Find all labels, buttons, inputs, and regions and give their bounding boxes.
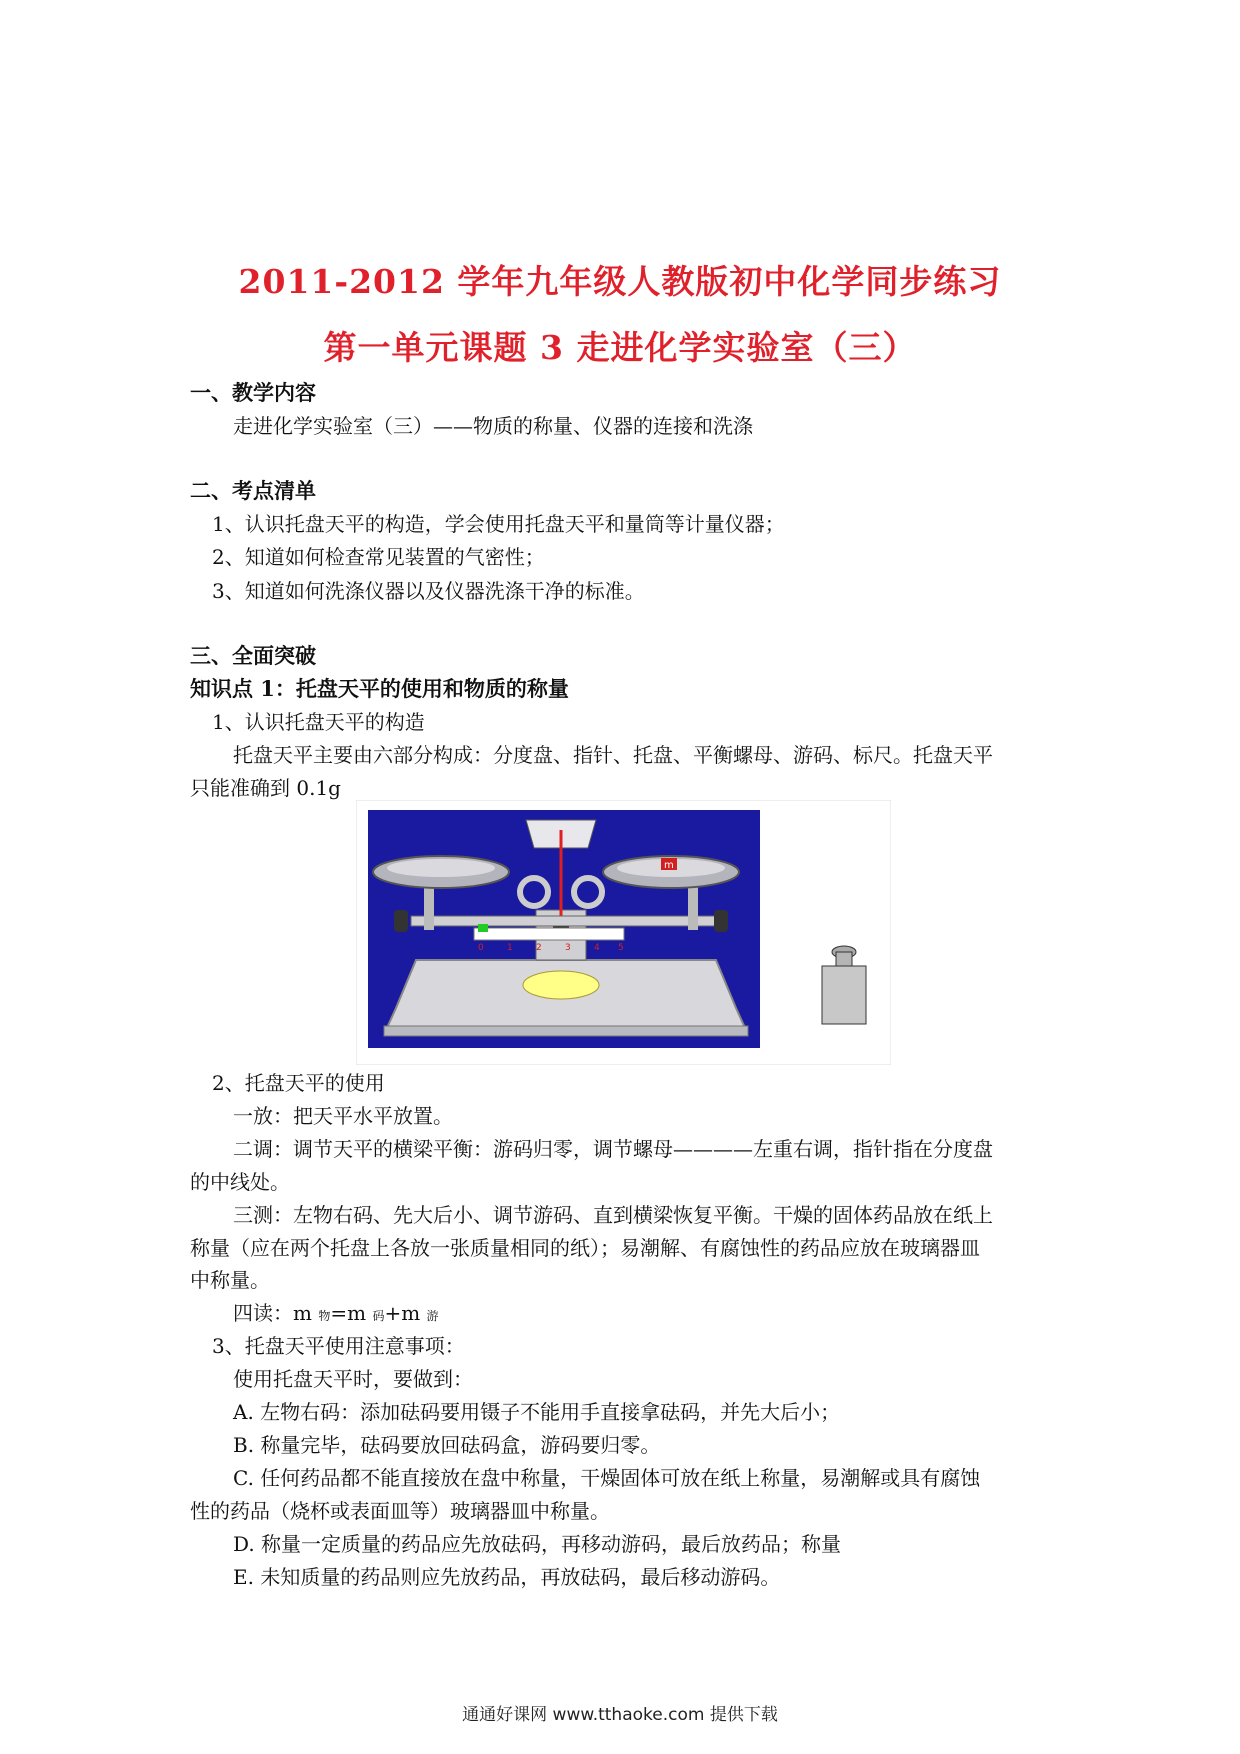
step-4-sub: 游 — [426, 1309, 439, 1323]
balance-illustration — [356, 800, 891, 1065]
scale-number: 5 — [618, 943, 624, 953]
left-knob — [394, 910, 408, 932]
note-d: D. 称量一定质量的药品应先放砝码，再移动游码，最后放药品；称量 — [233, 1532, 842, 1556]
step-4-prefix: 四读：m — [233, 1301, 319, 1325]
knowledge-point-1-heading: 知识点 1：托盘天平的使用和物质的称量 — [190, 676, 569, 701]
title-line-2: 第一单元课题 3 走进化学实验室（三） — [323, 328, 917, 367]
section-1-text: 走进化学实验室（三）——物质的称量、仪器的连接和洗涤 — [233, 414, 753, 438]
scale-number: 4 — [594, 943, 600, 953]
left-pan-inner — [387, 859, 495, 877]
title-line-1: 2011-2012 学年九年级人教版初中化学同步练习 — [238, 262, 1002, 301]
section-2-heading: 二、考点清单 — [190, 478, 316, 503]
step-4-sub: 物 — [318, 1309, 331, 1323]
p2-title: 2、托盘天平的使用 — [212, 1071, 385, 1095]
list-item: 2、知道如何检查常见装置的气密性； — [212, 545, 545, 569]
scale-number: 3 — [565, 943, 571, 953]
p3-title: 3、托盘天平使用注意事项： — [212, 1334, 465, 1358]
note-a: A. 左物右码：添加砝码要用镊子不能用手直接拿砝码，并先大后小； — [233, 1400, 841, 1424]
balance-beam — [411, 916, 721, 926]
p1-text-cont: 只能准确到 0.1g — [190, 776, 341, 800]
step-4-sub: 码 — [372, 1309, 385, 1323]
list-item: 1、认识托盘天平的构造，学会使用托盘天平和量筒等计量仪器； — [212, 512, 785, 536]
page-footer: 通通好课网 www.tthaoke.com 提供下载 — [462, 1705, 778, 1725]
step-4-mid: +m — [384, 1301, 427, 1325]
p3-intro: 使用托盘天平时，要做到： — [233, 1367, 473, 1391]
section-3-heading: 三、全面突破 — [190, 643, 316, 668]
step-2-cont: 的中线处。 — [190, 1170, 290, 1194]
note-c: C. 任何药品都不能直接放在盘中称量，干燥固体可放在纸上称量，易潮解或具有腐蚀 — [233, 1466, 981, 1490]
scale-number: 0 — [478, 943, 484, 953]
step-3-cont-2: 中称量。 — [190, 1268, 270, 1292]
p1-text: 托盘天平主要由六部分构成：分度盘、指针、托盘、平衡螺母、游码、标尺。托盘天平 — [233, 743, 993, 767]
step-4 — [233, 1299, 439, 1330]
step-2: 二调：调节天平的横梁平衡：游码归零，调节螺母————左重右调，指针指在分度盘 — [233, 1137, 993, 1161]
scale-number: 2 — [536, 943, 542, 953]
list-item: 3、知道如何洗涤仪器以及仪器洗涤干净的标准。 — [212, 579, 645, 603]
right-pan-mark: m — [664, 860, 674, 871]
scale-number: 1 — [507, 943, 513, 953]
note-b: B. 称量完毕，砝码要放回砝码盒，游码要归零。 — [233, 1433, 661, 1457]
note-e: E. 未知质量的药品则应先放药品，再放砝码，最后移动游码。 — [233, 1565, 781, 1589]
step-4-mid: =m — [330, 1301, 373, 1325]
note-c-cont: 性的药品（烧杯或表面皿等）玻璃器皿中称量。 — [190, 1499, 610, 1523]
beam-right-hole — [574, 878, 602, 906]
step-3-cont-1: 称量（应在两个托盘上各放一张质量相同的纸）；易潮解、有腐蚀性的药品应放在玻璃器皿 — [190, 1236, 980, 1260]
beam-left-hole — [520, 878, 548, 906]
scale-ruler — [474, 928, 624, 940]
step-3: 三测：左物右码、先大后小、调节游码、直到横梁恢复平衡。干燥的固体药品放在纸上 — [233, 1203, 993, 1227]
step-1: 一放：把天平水平放置。 — [233, 1104, 453, 1128]
balance-base-foot — [384, 1026, 748, 1036]
base-label-plate — [523, 971, 599, 999]
right-knob — [714, 910, 728, 932]
rider-weight — [478, 924, 488, 932]
section-1-heading: 一、教学内容 — [190, 380, 316, 405]
p1-title: 1、认识托盘天平的构造 — [212, 710, 425, 734]
